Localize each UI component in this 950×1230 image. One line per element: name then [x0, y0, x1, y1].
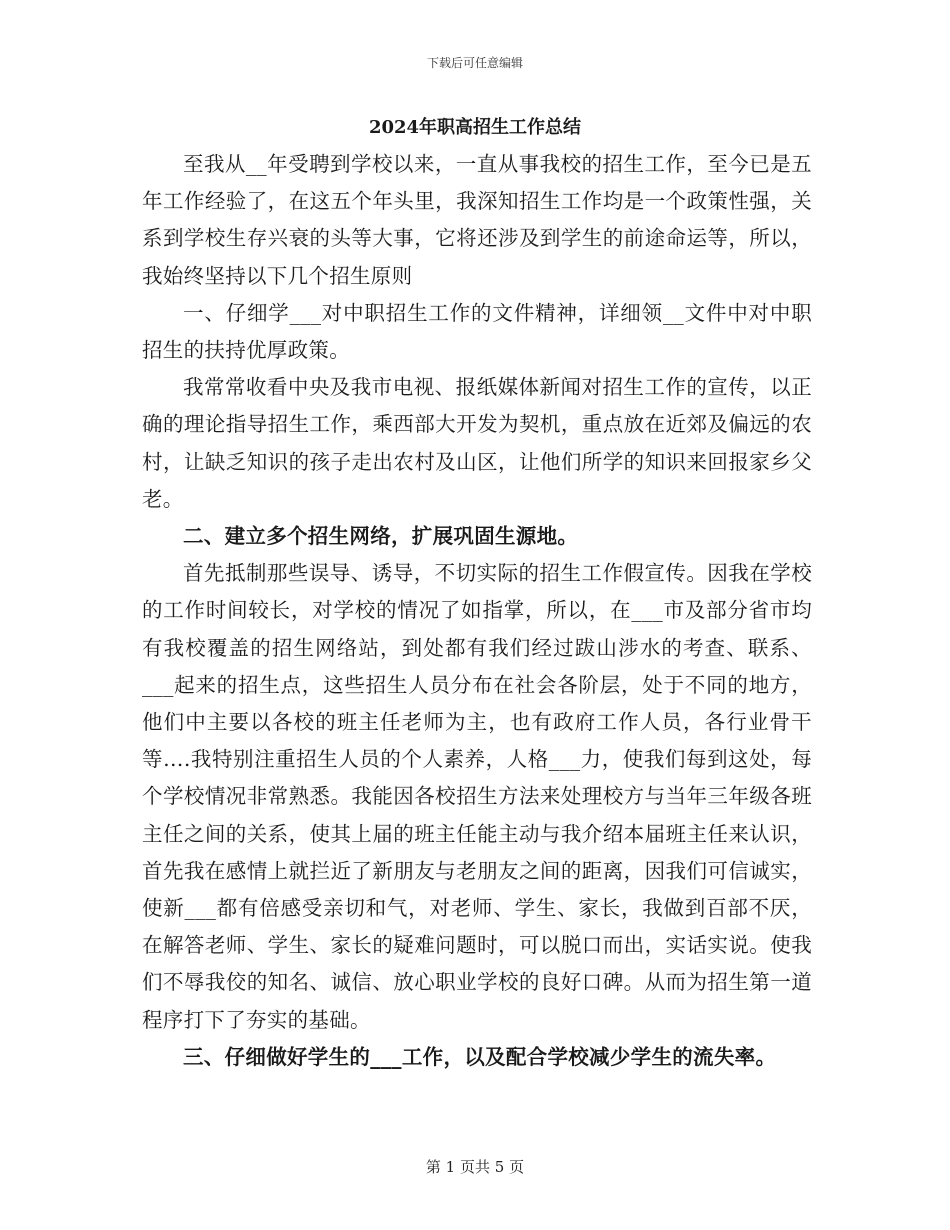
- header-note: 下载后可任意编辑: [426, 56, 523, 70]
- paragraph-media: 我常常收看中央及我市电视、报纸媒体新闻对招生工作的宣传，以正确的理论指导招生工作，乘西部大开发为契机，重点放在近郊及偏远的农村，让缺乏知识的孩子走出农村及山区，让他们所学的知识来回报家乡父老。: [142, 375, 812, 511]
- page-number: 第 1 页共 5 页: [425, 1158, 525, 1176]
- heading-section-3: 三、仔细做好学生的___工作，以及配合学校减少学生的流失率。: [183, 1044, 777, 1069]
- document-body: [142, 146, 812, 1076]
- paragraph-network: 首先抵制那些误导、诱导，不切实际的招生工作假宣传。因我在学校的工作时间较长，对学校的情况了如指掌，所以，在___市及部分省市均有我校覆盖的招生网络站，到处都有我们经过跋山涉水的考查、联系、___起来的招生点，这些招生人员分布在社会各阶层，处于不同的地方，他们中主要以各校的班主任老师为主，也有政府工作人员，各行业骨干等….我特别注重招生人员的个人素养，人格___力，使我们每到这处，每个学校情况非常熟悉。我能因各校招生方法来处理校方与当年三年级各班主任之间的关系，使其上届的班主任能主动与我介绍本届班主任来认识，首先我在感情上就拦近了新朋友与老朋友之间的距离，因我们可信诚实，使新___都有倍感受亲切和气，对老师、学生、家长，我做到百部不厌，在解答老师、学生、家长的疑难问题时，可以脱口而出，实话实说。使我们不辱我佼的知名、诚信、放心职业学校的良好口碑。从而为招生第一道程序打下了夯实的基础。: [142, 561, 812, 1032]
- document-title: 2024年职高招生工作总结: [368, 117, 582, 138]
- heading-section-2: 二、建立多个招生网络，扩展巩固生源地。: [183, 524, 579, 549]
- paragraph-principle-1: 一、仔细学___对中职招生工作的文件精神，详细领__文件中对中职招生的扶持优厚政策。: [142, 300, 812, 363]
- paragraph-intro: 至我从__年受聘到学校以来，一直从事我校的招生工作，至今已是五年工作经验了，在这五个年头里，我深知招生工作均是一个政策性强，关系到学校生存兴衰的头等大事，它将还涉及到学生的前途命运等，所以，我始终坚持以下几个招生原则: [142, 152, 812, 288]
